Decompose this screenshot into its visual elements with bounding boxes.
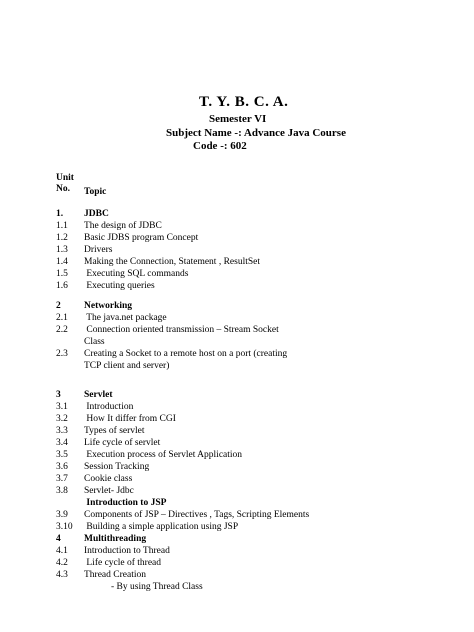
unit-number: 3.7 <box>56 474 68 484</box>
unit-number: 2.2 <box>56 325 68 335</box>
unit-number: 2.1 <box>56 313 68 323</box>
topic-text: Life cycle of thread <box>84 558 162 568</box>
syllabus-row <box>0 534 474 546</box>
syllabus-row <box>0 570 474 582</box>
topic-text: Building a simple application using JSP <box>84 522 239 532</box>
unit-number: 4.2 <box>56 558 68 568</box>
unit-number: 3.10 <box>56 522 73 532</box>
unit-number: 3.2 <box>56 414 68 424</box>
unit-number: 3.5 <box>56 450 68 460</box>
topic-text: Introduction to Thread <box>84 546 170 556</box>
syllabus-row <box>0 313 474 325</box>
topic-text: Basic JDBS program Concept <box>84 233 199 243</box>
syllabus-row <box>0 257 474 269</box>
topic-text: Executing queries <box>84 281 155 291</box>
topic-text: - By using Thread Class <box>111 582 203 592</box>
unit-number: 3.1 <box>56 402 68 412</box>
topic-text: Class <box>84 337 105 347</box>
syllabus-row <box>0 558 474 570</box>
syllabus-row <box>0 462 474 474</box>
topic-text: Life cycle of servlet <box>84 438 161 448</box>
syllabus-row <box>0 546 474 558</box>
topic-text: Components of JSP – Directives , Tags, Scripting Elements <box>84 510 310 520</box>
topic-text: Creating a Socket to a remote host on a port (creating <box>84 349 288 359</box>
syllabus-row <box>0 522 474 534</box>
course-title: T. Y. B. C. A. <box>199 94 289 110</box>
semester-label: Semester VI <box>209 113 267 125</box>
syllabus-row <box>0 402 474 414</box>
topic-text: Multithreading <box>84 534 147 544</box>
syllabus-row <box>0 245 474 257</box>
topic-text: Executing SQL commands <box>84 269 189 279</box>
subject-name: Subject Name -: Advance Java Course <box>166 127 346 139</box>
topic-text: Connection oriented transmission – Stream Socket <box>84 325 279 335</box>
topic-text: The design of JDBC <box>84 221 162 231</box>
unit-number: 1.1 <box>56 221 68 231</box>
syllabus-row <box>0 510 474 522</box>
syllabus-row <box>0 426 474 438</box>
syllabus-row <box>0 390 474 402</box>
unit-number: 1.6 <box>56 281 68 291</box>
unit-number: 1.5 <box>56 269 68 279</box>
unit-number: 2.3 <box>56 349 68 359</box>
syllabus-row <box>0 450 474 462</box>
syllabus-row <box>0 582 474 594</box>
syllabus-row <box>0 269 474 281</box>
syllabus-row <box>0 349 474 361</box>
topic-text: Drivers <box>84 245 113 255</box>
topic-text: Introduction to JSP <box>84 498 167 508</box>
unit-number: 3 <box>56 390 61 400</box>
syllabus-row <box>0 209 474 221</box>
syllabus-row <box>0 221 474 233</box>
syllabus-row <box>0 301 474 313</box>
topic-header: Topic <box>84 187 107 197</box>
topic-text: Cookie class <box>84 474 133 484</box>
unit-number: 1.3 <box>56 245 68 255</box>
syllabus-row <box>0 233 474 245</box>
unit-number: 3.8 <box>56 486 68 496</box>
syllabus-row <box>0 438 474 450</box>
syllabus-row <box>0 281 474 293</box>
syllabus-row <box>0 325 474 337</box>
syllabus-row <box>0 361 474 373</box>
topic-text: Execution process of Servlet Application <box>84 450 243 460</box>
topic-text: Servlet- Jdbc <box>84 486 134 496</box>
syllabus-row <box>0 337 474 349</box>
topic-text: JDBC <box>84 209 109 219</box>
unit-number: 1. <box>56 209 64 219</box>
unit-number: 3.4 <box>56 438 68 448</box>
topic-text: TCP client and server) <box>84 361 170 371</box>
unit-number: 4.1 <box>56 546 68 556</box>
syllabus-row <box>0 474 474 486</box>
topic-text: Networking <box>84 301 133 311</box>
topic-text: Introduction <box>84 402 134 412</box>
unit-header-line1: Unit <box>56 173 74 183</box>
unit-header-line2: No. <box>56 184 70 194</box>
unit-number: 1.4 <box>56 257 68 267</box>
syllabus-row <box>0 498 474 510</box>
course-code: Code -: 602 <box>193 140 247 152</box>
unit-number: 4 <box>56 534 61 544</box>
topic-text: Thread Creation <box>84 570 146 580</box>
topic-text: Types of servlet <box>84 426 145 436</box>
unit-number: 3.6 <box>56 462 68 472</box>
topic-text: How It differ from CGI <box>84 414 176 424</box>
unit-number: 3.3 <box>56 426 68 436</box>
topic-text: Servlet <box>84 390 113 400</box>
syllabus-row <box>0 414 474 426</box>
topic-text: Making the Connection, Statement , ResultSet <box>84 257 260 267</box>
unit-number: 4.3 <box>56 570 68 580</box>
topic-text: The java.net package <box>84 313 167 323</box>
syllabus-row <box>0 486 474 498</box>
unit-number: 1.2 <box>56 233 68 243</box>
unit-number: 3.9 <box>56 510 68 520</box>
topic-text: Session Tracking <box>84 462 150 472</box>
unit-number: 2 <box>56 301 61 311</box>
